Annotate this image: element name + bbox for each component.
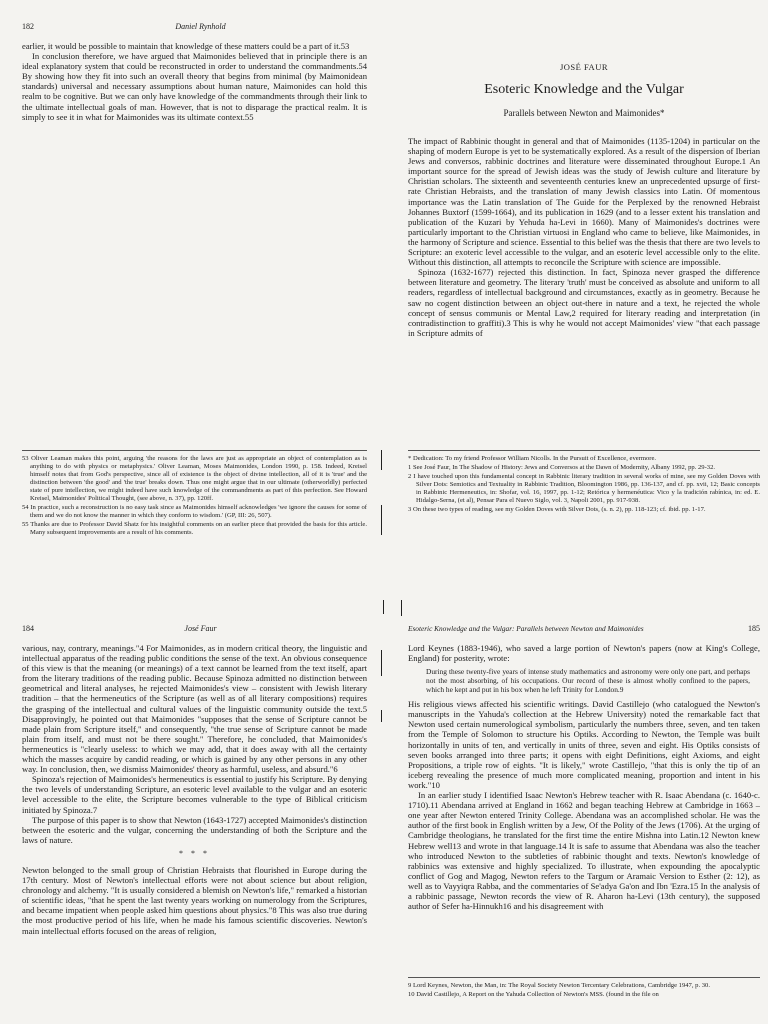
- page-number: 185: [748, 624, 760, 633]
- paragraph: earlier, it would be possible to maintain that knowledge of these matters could be a part of it.53: [22, 41, 350, 51]
- scan-mark: [381, 710, 382, 722]
- scan-mark: [381, 650, 382, 676]
- paragraph: His religious views affected his scientific writings. David Castillejo (who catalogued the Newton's manuscripts in the Yahuda's collection at the Hebrew University) noted the remarkable fact that Newton used certain numerological symbolism, particularly the numbers three, seven, and ten taken from the Temple of Solomon to structure his Optiks. According to Newton, the Temple was built horizontally in units of ten, and vertically in units of three, seven and eight. His Optiks consists of seven books arranged into three parts; it opens with eight Definitions, eight Axioms, and eight Propositions, a triple row of eights. "It is likely," wrote Castillejo, "that this is only the tip of an iceberg revealing the presence of much more complicated meaning, proportion and intent in his work."10: [408, 699, 760, 790]
- page-number: 184: [22, 624, 34, 633]
- running-head-author: Daniel Rynhold: [175, 22, 226, 31]
- footnote: 3 On these two types of reading, see my Golden Doves with Silver Dots, (s. n. 2), pp. 118-123; cf. ibid. pp. 1-17.: [408, 506, 706, 513]
- article-author: JOSÉ FAUR: [559, 62, 609, 72]
- paragraph: Spinoza (1632-1677) rejected this distinction. In fact, Spinoza never grasped the difference between literature and geometry. The literary 'truth' must be conceived as absolute and uniform to all readers, regardless of intellectual background and circumstances, exactly as in geometry. Because he saw no cogent distinction between an object out-there in nature and a text, he rejected the whole concept of sensus communis or Mental Law,2 required for literary reading and interpretation (in contradistinction to graffiti).3 This is why he would not accept Maimonides' view "that each passage in Scripture admits of: [408, 267, 760, 338]
- article-subtitle: Parallels between Newton and Maimonides*: [503, 108, 665, 118]
- footnote: 55 Thanks are due to Professor David Shatz for his insightful comments on an earlier piece that provided the basis for this article. Many subsequent improvements are a result of his comments.: [22, 521, 367, 536]
- running-head-title: Esoteric Knowledge and the Vulgar: Parallels between Newton and Maimonides: [408, 624, 644, 633]
- footnotes: [22, 450, 367, 538]
- body-text: [408, 136, 760, 338]
- scan-mark: [381, 505, 382, 535]
- footnote: 1 See José Faur, In The Shadow of History: Jews and Conversos at the Dawn of Modernity, Albany 1992, pp. 29-32.: [408, 464, 716, 471]
- paragraph: The impact of Rabbinic thought in general and that of Maimonides (1135-1204) in particular on the shaping of modern Europe is yet to be systematically explored. As a result of the dispersion of Iberian Jews and conversos, rabbinic doctrines and literature were disseminated throughout Europe.1 An important source for the spread of Jewish ideas was the study of Jewish culture and literature by Christian scholars. The sixteenth and seventeenth centuries knew an unprecedented upsurge of first-rate Christian Hebraists, and the translation of many Jewish classics into Latin. Of momentous importance was the Latin translation of The Guide for the Perplexed by the renowned Hebraist Johannes Buxtorf (1599-1664), and its publication in 1629 (and to a lesser extent his translation and publication of the Kuzari by Yehuda ha-Levi in 1660). Many of Maimonides's doctrines were particularly important to the Christian virtuosi in England who came to believe, like Maimonides, in the harmony of Scripture and science. Essential to this belief was the thesis that there are two levels to Scripture: an exoteric level accessible to the vulgar, and an esoteric level accessible only to the elite. Without this distinction, all attempts to reconcile the Scripture with science are impossible.: [408, 136, 760, 268]
- paragraph: Lord Keynes (1883-1946), who saved a large portion of Newton's papers (now at King's College, England) for posterity, wrote:: [408, 643, 760, 664]
- paragraph: In an earlier study I identified Isaac Newton's Hebrew teacher with R. Isaac Abendana (c. 1640-c. 1710).11 Abendana arrived at England in 1662 and began teaching Hebrew at Cambridge in 1663 – one year after Newton entered Trinity College. Abendana was an accomplished scholar. He was the author of the first book in English written by a Jew, Of the Polity of the Jews (1706). At the urging of Cambridge theologians, he translated for the first time the entire Mishna into Latin.12 Newton knew Hebrew well13 and wrote in that language.14 It is safe to assume that Abendana was also the teacher who introduced Newton to the subtleties of rabbinic thought and texts. Newton's knowledge of rabbinics was extensive and highly specialized. To illustrate, when expounding the apocalyptic conflict of Gog and Magog, Newton refers to the Targum or Aramaic Version to Esther (2: 12), as well as to Vayyiqra Rabba, and the commentaries of Se'adya Ga'on and Ibn 'Ezra.15 In the analysis of a rabbinic passage, Newton records the view of R. Aharon ha-Levi (13th century), the supposed author of Sefer ha-Hinnukh16 and his disagreement with: [408, 790, 760, 912]
- page-184: [22, 624, 367, 1024]
- body-text: [408, 643, 760, 911]
- footnotes: [408, 977, 760, 1000]
- footnote: 54 In practice, such a reconstruction is no easy task since as Maimonides himself acknowledges 'we ignore the causes for some of them and we do not know the manner in which they conform to wisdom.' (GP, III: 26, 507).: [22, 504, 367, 519]
- scan-mark: [381, 450, 382, 470]
- paragraph: Newton belonged to the small group of Christian Hebraists that flourished in Europe during the 17th century. Most of Newton's intellectual efforts were not about science but about religion, chronology and alchemy. "It is usually considered a blemish on Newton's life," remarked a historian of scientific ideas, "that he spent the last twenty years working on numerology from the Scriptures, and became impatient when people asked him questions about physics."8 This was also true during the most productive period of his life, when he made his famous scientific discoveries. Newton's main intellectual efforts focused on the areas of religion,: [22, 864, 367, 936]
- page-182: [22, 22, 367, 567]
- running-head: [22, 624, 367, 633]
- footnotes: [408, 450, 760, 515]
- footnote: * Dedication: To my friend Professor William Nicolls. In the Pursuit of Excellence, evermore.: [408, 455, 657, 462]
- page-183: [408, 22, 760, 607]
- scan-mark: [401, 600, 402, 616]
- paragraph: various, nay, contrary, meanings."4 For Maimonides, as in modern critical theory, the linguistic and intellectual apparatus of the reading public conditions the sense of the text. An obvious consequence of this view is that the meaning (or meanings) of a text cannot be learned from the text itself, apart from the literary traditions of the reading public. Because Spinoza admitted no distinction between geometrical and literal analyses, he rejected Maimonides's view – consistent with Jewish literary tradition – that the hermeneutics of the Scripture (as well as of all literary compositions) requires the grasping of the intellectual and cultural values of the linguistic community outside the text.5 Disapprovingly, he pointed out that Maimonides "supposes that the sense of Scripture cannot be made plain from Scripture itself," and consequently, "the true sense of Scripture cannot be made plain from itself, and must not be there sought." Therefore, he concluded, that Maimonides's hermeneutics is "clearly useless: to which we may add, that it does away with all the certainty which the masses acquire by candid reading, or which is gained by any other persons in any other way. In conclusion, then, we dismiss Maimonides' theory as harmful, useless, and absurd."6: [22, 643, 367, 775]
- section-break: * * *: [179, 848, 210, 858]
- body-text: [22, 643, 367, 936]
- running-head: [22, 22, 367, 31]
- paragraph: The purpose of this paper is to show that Newton (1643-1727) accepted Maimonides's distinction between the esoteric and the vulgar, concerning the understanding of both the Scripture and the laws of nature.: [22, 814, 367, 845]
- running-head: [408, 624, 760, 633]
- page-number: 182: [22, 22, 34, 31]
- page-185: [408, 624, 760, 1024]
- footnote: 53 Oliver Leaman makes this point, arguing 'the reasons for the laws are just as appropriate an object of contemplation as is anything to do with physics or metaphysics.' Oliver Leaman, Moses Maimonides, London 1990, p. 158. Indeed, Kreisel himself notes that from God's perspective, since all of existence is the object of divine intellection, all of it is 'true' and the distinction between 'the good' and 'the true' breaks down. Thus one might argue that in our ultimate (otherworldly) perfected state of pure intellection, we might indeed have such knowledge of the commandments as part of this perfection. See Howard Kreisel, Maimonides' Political Thought, (see above, n. 37), pp. 120ff.: [22, 455, 367, 502]
- footnote: 2 I have touched upon this fundamental concept in Rabbinic literary tradition in several works of mine, see my Golden Doves with Silver Dots: Semiotics and Textuality in Rabbinic Tradition, Bloomington 1986, pp. 136-137, and cf. pp. xvii, 12; Basic concepts in Rabbinic Hermeneutics, in: Shofar, vol. 16, 1997, pp. 1-12; Retórica y hermenéutica: Vico y la tradición rabínica, in: ed. E. Hidalgo-Serna, (et al), Pensar Para el Nuevo Siglo, vol. 3, Napoli 2001, pp. 917-938.: [408, 473, 760, 504]
- running-head-author: José Faur: [184, 624, 217, 633]
- paragraph: In conclusion therefore, we have argued that Maimonides believed that in principle there is an ideal explanatory system that could be reconstructed in order to understand the commandments.54 By showing how they fit into such an overall theory that begins from minimal (by Maimonidean standards) universal and necessary assumptions about human nature, Maimonides can hold this realm to be cognitive. But we can only have knowledge of the commandments through their link to the ultimate intellectual goals of man. However, that is not to disparage the practical realm. It is simply to see it in what for Maimonides was its ultimate context.55: [22, 51, 367, 122]
- footnote: 10 David Castillejo, A Report on the Yahuda Collection of Newton's MSS. (found in the file on: [408, 991, 659, 998]
- paragraph: Spinoza's rejection of Maimonides's hermeneutics is essential to justify his Scripture. By denying the two levels of understanding Scripture, an esoteric level available to the vulgar and an esoteric level accessible to the elite, the Scripture becomes vulnerable to the type of Biblical criticism initiated by Spinoza.7: [22, 774, 367, 815]
- article-title: Esoteric Knowledge and the Vulgar: [484, 82, 684, 97]
- scan-mark: [383, 600, 384, 614]
- body-text: [22, 41, 367, 122]
- block-quote: During these twenty-five years of intense study mathematics and astronomy were only one part, and perhaps not the most absorbing, of his occupations. Our record of these is almost wholly confined to the papers, which he kept and put in his box when he left Trinity for London.9: [426, 667, 750, 695]
- footnote: 9 Lord Keynes, Newton, the Man, in: The Royal Society Newton Tercentary Celebrations, Cambridge 1947, p. 30.: [408, 982, 710, 989]
